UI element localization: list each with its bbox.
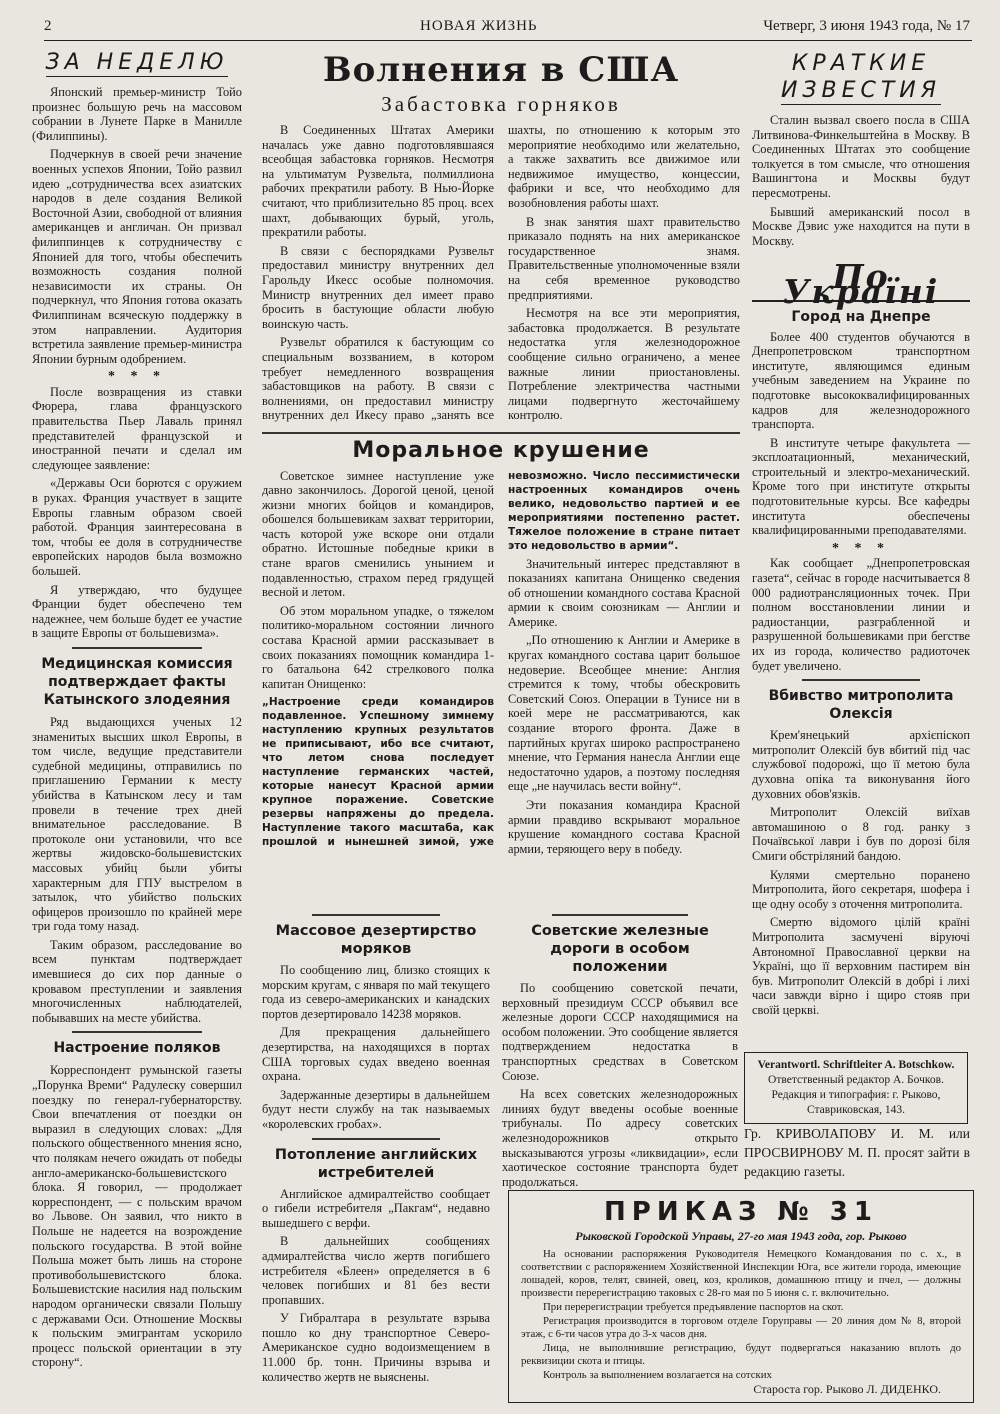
- murder-headline: Вбивство митрополита Олексія: [768, 688, 954, 723]
- poles-headline: Настроение поляков: [53, 1040, 221, 1057]
- article-text: Значительный интерес представляют в показаниях капитана Онищенко сведения об отношении командного состава Красной армии к своим союзникам — Англии и Америке.: [508, 556, 740, 629]
- ukraine-heading: По Україні: [752, 270, 970, 301]
- divider: [312, 914, 440, 916]
- article-text: Смертю відомого цілій країні Митрополита засмучені віруючі Автономної Православної церкви на Україні, що її верховним пастирем він був. Митрополит Олексій в добрі і лихі часи завжди вірно і щиро стояв при своїй церкві.: [752, 915, 970, 1017]
- article-text: В дальнейших сообщениях адмиралтейства число жертв погибшего истребителя «Блеен» определяется в 6 человек погибших и 81 без вести пропавших.: [262, 1234, 490, 1307]
- article-text: В знак занятия шахт правительство приказало поднять на них американское государственное знамя. Правительственные уполномоченные взяли на себя временное руководство предприятиями.: [508, 214, 740, 302]
- order-text: Лица, не выполнившие регистрацию, будут подвергаться наказанию вплоть до реквизиции скота и птицы.: [521, 1342, 961, 1367]
- order-text: Регистрация производится в торговом отделе Горуправы — 20 линия дом № 8, второй этаж, с 6-ти часов утра до 3-х часов дня.: [521, 1315, 961, 1340]
- article-text: После возвращения из ставки Фюрера, глава французского правительства Пьер Лаваль принял представителей французской и иностранной печати и сделал им следующее заявление:: [32, 384, 242, 472]
- article-text: «Державы Оси борются с оружием в руках. Франция участвует в защите Европы главным образом своей работой. Франция заинтересована в том, чтобы ее доля в сотрудничестве европейских народов была возможно большей.: [32, 476, 242, 578]
- section-stars: * * *: [108, 369, 166, 385]
- article-text: Более 400 студентов обучаются в Днепропетровском транспортном институте, являющимся единым учебным заведением на Украине по подготовке высококвалифицированных кадров для железнодорожного транспорта.: [752, 329, 970, 432]
- header-rule: [44, 40, 972, 41]
- article-text: Эти показания командира Красной армии правдиво вскрывают моральное крушение командного состава Красной армии, теряющего веру в победу.: [508, 798, 740, 856]
- editorial-notice: Гр. КРИВОЛАПОВУ И. М. или ПРОСВИРНОВУ М. П. просят зайти в редакцию газеты.: [744, 1126, 970, 1179]
- article-text: У Гибралтара в результате взрыва пошло ко дну транспортное Северо-Американское судно водоизмещением в 11.000 бр. тонн. Причины взрыва и количество жертв не выяснены.: [262, 1311, 490, 1384]
- railways-headline: Советские железные дороги в особом положении: [531, 923, 709, 975]
- article-text: Митрополит Олексій виїхав автомашиною о 8 год. ранку з Почаївської лаври і був по дорозі біля Смиги обстріляний бандою.: [752, 805, 970, 863]
- order-text: Контроль за выполнением возлагается на сотских: [543, 1369, 772, 1381]
- dnepr-headline: Город на Днепре: [791, 308, 931, 325]
- order-box: [508, 1190, 974, 1403]
- usa-article: [262, 50, 740, 425]
- article-text: Кулями смертельно поранено Митрополита, його секретаря, шофера і ще одну особу з оточення митрополита.: [752, 867, 970, 911]
- newspaper-name: НОВАЯ ЖИЗНЬ: [420, 18, 538, 34]
- article-text: В связи с беспорядками Рузвельт предоставил министру внутренних дел Гарольду Икесс особые полномочия. Министр внутренних дел имеет право бросить в бастующие области любую воинскую часть.: [262, 243, 494, 331]
- moral-article: [262, 432, 740, 856]
- article-text: Английское адмиралтейство сообщает о гибели истребителя „Пакгам“, недавно вышедшего с верфи.: [262, 1186, 490, 1230]
- katyn-headline: Медицинская комиссия подтверждает факты Катынского злодеяния: [41, 655, 233, 708]
- destroyers-headline: Потопление английских истребителей: [274, 1146, 478, 1181]
- article-text: Корреспондент румынской газеты „Порунка Времи“ Радулеску совершил поездку по генерал-губернаторству. Свои впечатления от поездки он выразил в следующих словах: „Для польского общественного мнения ясно, что полякам нечего ожидать от победы англо-американско-большевистского блока. Я говорил, — продолжает корреспондент, — с польским врачом во Львове. Он заявил, что никто в Польше не надеется на возрождение польского государства. В этой войне Польша может быть лишь на стороне противобольшевистского блока. Большевистские насилия над польским народом органически связали Польшу с державами Оси. Отношение Москвы к польским эмигрантам ускорило процесс польской ориентации в эту сторону“.: [32, 1063, 242, 1370]
- article-text: Несмотря на все эти мероприятия, забастовка продолжается. В результате недостатка угля железнодорожное сообщение сильно ограничено, а менее важные линии приостановлены. Потребление электричества частными лицами подвергнуто жесточайшему контролю.: [508, 306, 740, 423]
- article-text: На всех советских железнодорожных линиях будут введены особые военные трибуналы. По адресу советских железнодорожников открыто высказываются угрозы «ликвидации», если хаотическое состояние транспорта будет продолжаться.: [502, 1087, 738, 1189]
- article-text: Подчеркнув в своей речи значение военных успехов Японии, Тойо развил идею „сотрудничества всех азиатских народов в деле создания Великой Восточной Азии, свободной от влияния американцев и англичан. Он призвал филиппинцев к сотрудничеству с Японией для того, чтобы обеспечить возможность создания полной независимости их страны. Он подчеркнул, что Япония готова оказать Филиппинам всяческую поддержку в этом направлении. Аудитория встретила заявление премьер-министра Японии бурным одобрением.: [32, 147, 242, 366]
- page-number: 2: [44, 18, 52, 34]
- editorial-credits: [744, 1052, 968, 1124]
- article-text: Задержанные дезертиры в дальнейшем будут нести службу на так называемых «королевских гробах».: [262, 1087, 490, 1131]
- article-text: Для прекращения дальнейшего дезертирства, на находящихся в портах США торговых судах введено военная охрана.: [262, 1025, 490, 1084]
- article-text: По сообщению лиц, близко стоящих к морским кругам, с января по май текущего года из северо-американских и канадских портов дезертировало 14238 моряков.: [262, 963, 490, 1021]
- order-title: ПРИКАЗ № 31: [604, 1197, 878, 1227]
- moral-headline: Моральное крушение: [352, 437, 650, 463]
- article-text: „По отношению к Англии и Америке в кругах командного состава царит большое недоверие. Всеобщее мнение: Англия стремится к тому, чтобы обескровить Советский Союз. Операции в Тунисе ни в коей мере не рассматриваются, как создание второго фронта. Даже в партийных кругах широко распространено мнение, что Германия нанесла Англии еще недостаточно ударов, а поэтому последняя еще „не научилась вести войну“.: [508, 633, 740, 794]
- divider: [802, 679, 920, 681]
- article-text: Рузвельт обратился к бастующим со специальным воззванием, в котором требует немедленного возвращения забастовщиков на работу. В связи с волнениями, он предоставил министру внутренних дел Икесу право „занять все шахты, по отношению к которым это мероприятие необходимо или желательно, а также захватить все движимое или недвижимое имущество, концессии, фабрики и все, что необходимо для возобновления работы шахт.: [262, 123, 740, 423]
- article-text: Как сообщает „Днепропетровская газета“, сейчас в городе насчитывается 8 000 радиотрансляционных точек. При полном восстановлении линии и радиостанции, разграбленной и разрушенной большевиками при бегстве их из города, количество радиоточек будет увеличено.: [752, 556, 970, 673]
- order-subtitle: Рыковской Городской Управы, 27-го мая 1943 года, гор. Рыково: [575, 1229, 907, 1243]
- za-nedelyu-heading: ЗА НЕДЕЛЮ: [45, 50, 229, 75]
- divider: [72, 647, 202, 649]
- right-column: [752, 50, 970, 1021]
- bold-quote: „Настроение среди командиров подавленное. Успешному зимнему наступлению крупных результатов не приписывают, ибо все считают, что летом снова последует наступление германских частей, которые нанесут Красной армии крупное поражение. Советские резервы напряжены до предела. Наступление такого масштаба, как прошлой и нынешней зимой, уже невозможно. Число пессимистически настроенных командиров очень велико, недовольство партией и ее мероприятиями постепенно растет. Тяжелое положение в стране питает это недовольство в армии“.: [262, 469, 740, 849]
- usa-headline: Волнения в США: [322, 50, 680, 90]
- credit-line: Verantwortl. Schriftleiter A. Botschkow.: [757, 1059, 955, 1071]
- center-lower-left: [262, 914, 490, 1388]
- article-text: Об этом моральном упадке, о тяжелом политико-моральном состоянии личного состава Красной армии рассказывает в своих показаниях помощник командира 1-го батальона 642 стрелкового полка капитан Онищенко:: [262, 603, 494, 691]
- divider: [262, 432, 740, 434]
- issue-date: Четверг, 3 июня 1943 года, № 17: [763, 18, 970, 34]
- left-column: [32, 48, 242, 1374]
- article-text: Бывший американский посол в Москве Дэвис уже находится на пути в Москву.: [752, 204, 970, 248]
- order-signature: Староста гор. Рыково Л. ДИДЕНКО.: [753, 1382, 941, 1396]
- credit-line: Ответственный редактор А. Бочков.: [768, 1074, 944, 1086]
- kratkie-heading: КРАТКИЕ: [791, 51, 931, 76]
- usa-subheadline: Забастовка горняков: [381, 92, 621, 116]
- sailors-headline: Массовое дезертирство моряков: [275, 923, 477, 957]
- divider: [72, 1031, 202, 1033]
- article-text: Японский премьер-министр Тойо произнес большую речь на массовом собрании в Лунете Парке в Манилле (Филиппины).: [32, 85, 242, 143]
- order-text: На основании распоряжения Руководителя Немецкого Командования по с. х., в соответствии с распоряжением Хозяйственной Инспекции Юга, все жители города, имеющие лошадей, коров, телят, свиней, овец, коз, кроликов, домашнюю птицу и пчел, — должны произвести перерегистрацию таковых с 28-го мая по 5 июня с. г. включительно.: [521, 1248, 961, 1299]
- order-text: При перерегистрации требуется предъявление паспортов на скот.: [543, 1301, 844, 1313]
- article-text: Ряд выдающихся ученых 12 знаменитых высших школ Европы, в том числе, ведущие представители судебной медицины, отправились по приглашению Германии к месту убийства в Катынском лесу и там провели в течение трех дней внимательное расследование. В протоколе они установили, что все жертвы жидовско-большевистских массовых убийц были убиты характерным для ГПУ выстрелом в затылок, что убийство польских офицеров произошло по крайней мере три года тому назад.: [32, 714, 242, 934]
- izvestiya-heading: ИЗВЕСТИЯ: [780, 78, 942, 103]
- article-text: Я утверждаю, что будущее Франции будет обеспечено тем надежнее, чем больше будет ее участие в защите Европы от большевизма».: [32, 582, 242, 641]
- center-lower-right: [502, 914, 738, 1193]
- credit-line: Редакция и типография: г. Рыково,: [771, 1089, 941, 1101]
- section-stars: * * *: [832, 540, 890, 556]
- divider: [312, 1138, 440, 1140]
- credit-line: Ставриковская, 143.: [806, 1104, 906, 1116]
- article-text: В институте четыре факультета — эксплоатационный, механический, строительный и электро-механический. Кроме того при институте открыты подготовительные курсы. Все кафедры института обеспечены квалифицированными преподавателями.: [752, 435, 970, 538]
- divider: [552, 914, 688, 916]
- article-text: В Соединенных Штатах Америки началась уже давно подготовлявшаяся всеобщая забастовка горняков. Несмотря на ультиматум Рузвельта, полмиллиона рабочих прекратили работу. В Нью-Йорке считают, что приблизительно 85 проц. всех шахт, добывающих бурый, уголь, прекратили работы.: [262, 123, 494, 240]
- article-text: Таким образом, расследование во всем пунктам подтверждает имевшиеся до сих пор данные о кровавом преступлении и заявления многочисленных наблюдателей, побывавших на месте убийства.: [32, 937, 242, 1025]
- article-text: Крем'янецький архієпіскоп митрополит Олексій був вбитий під час службової подорожі, що її метою була духовна опіка та виконування його духовних обов'язків.: [752, 728, 970, 801]
- article-text: По сообщению советской печати, верховный президиум СССР объявил все железные дороги СССР находящимися на особом положении. Это сообщение является подтверждением недостатка в транспортных средствах в Советском Союзе.: [502, 981, 738, 1083]
- article-text: Сталин вызвал своего посла в США Литвинова-Финкельштейна в Москву. В Соединенных Штатах это сообщение толкуется в том смысле, что отношения Вашингтона и Москвы будут пересмотрены.: [752, 113, 970, 200]
- article-text: Советское зимнее наступление уже давно закончилось. Дорогой ценой, ценой жизни многих бойцов и командиров, обошелся большевикам захват территории, часть которой уже вскоре они отдали обратно. Истошные победные крики в стане врагов сменились унынием и подавленностью, страхом перед грядущей весной и летом.: [262, 468, 494, 600]
